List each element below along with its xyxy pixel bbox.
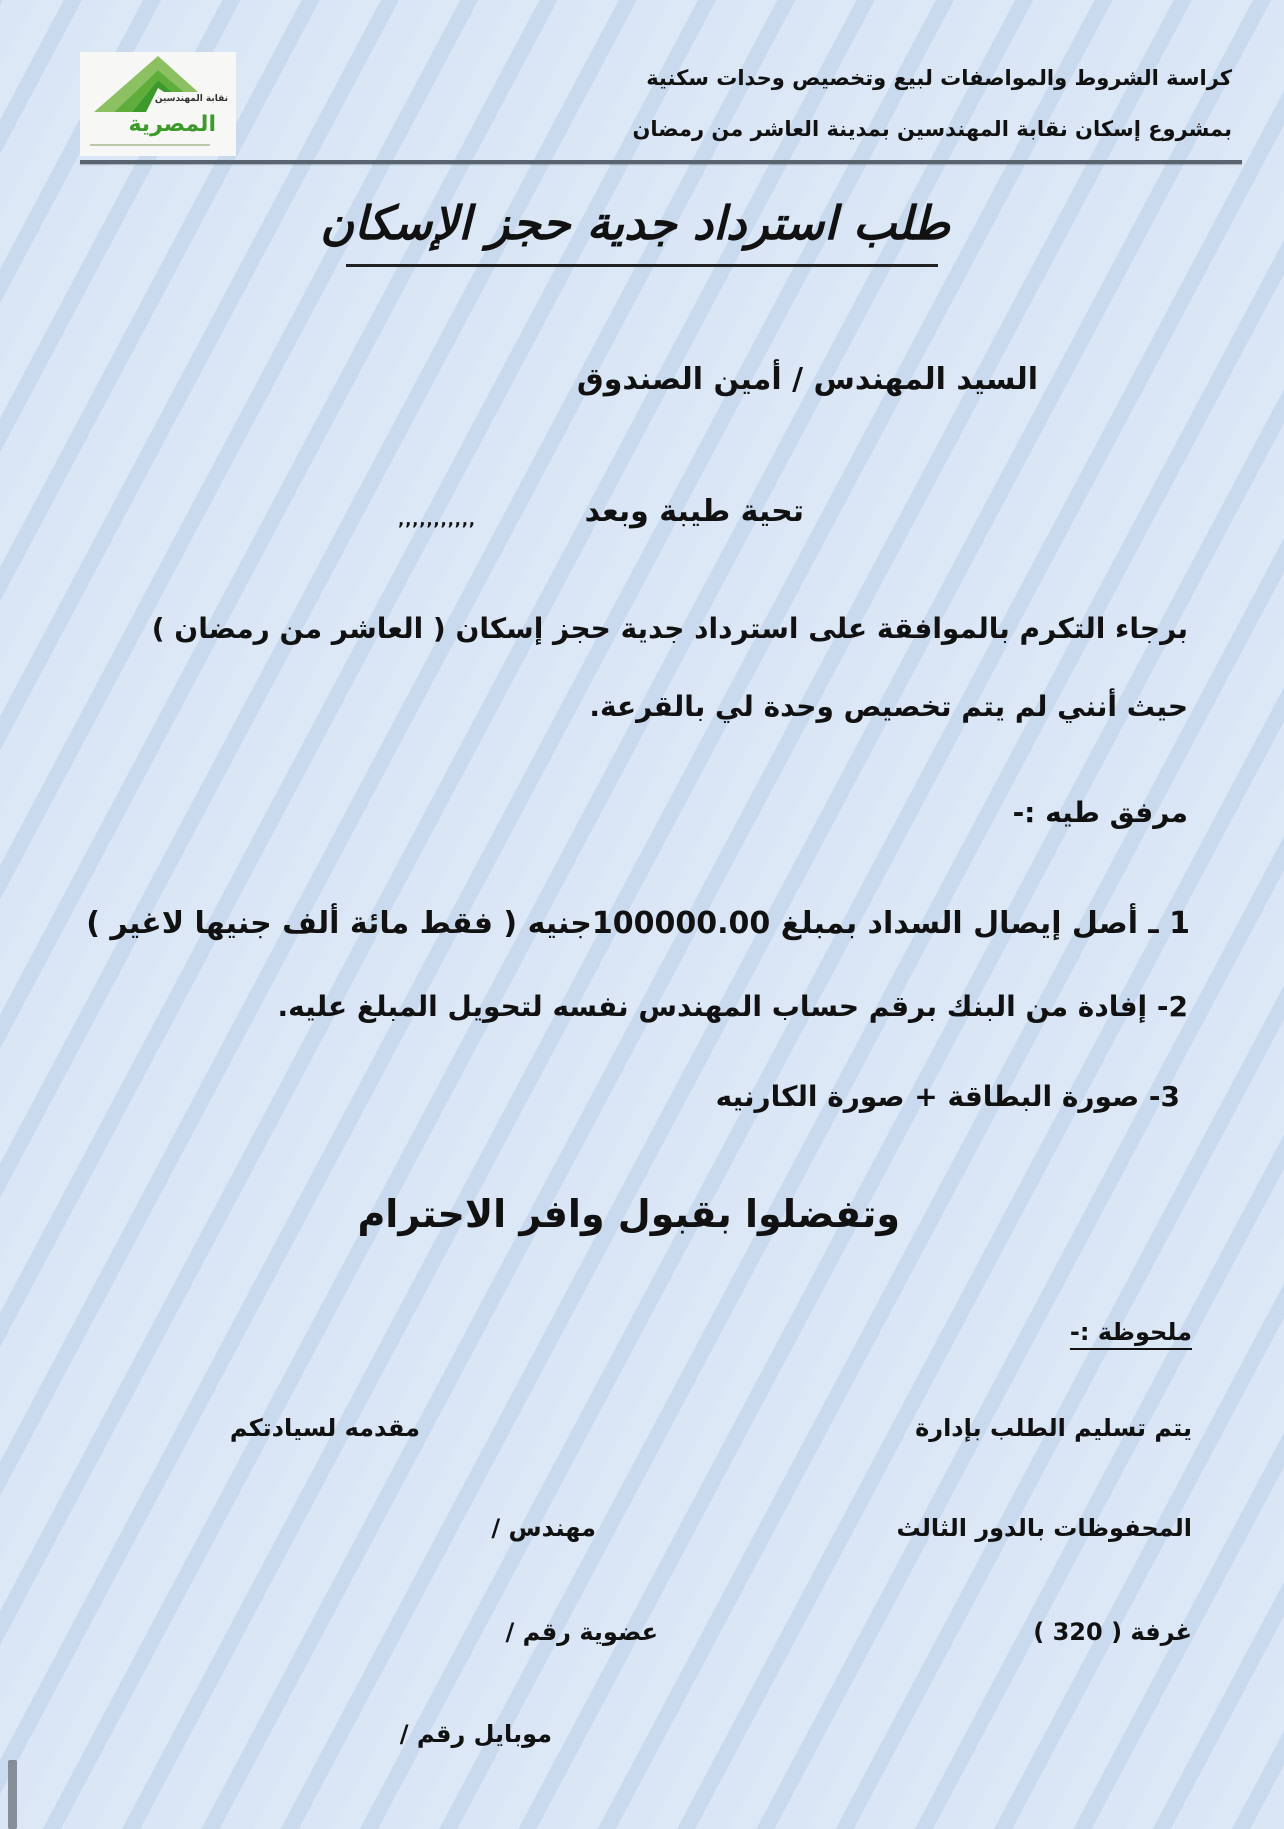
mobile-number-field: موبايل رقم / (399, 1720, 552, 1748)
scrollbar[interactable] (8, 1760, 17, 1829)
note-line-2: المحفوظات بالدور الثالث (896, 1514, 1192, 1542)
title-underline (346, 264, 938, 267)
logo-name: المصرية (128, 112, 216, 137)
header-line-1: كراسة الشروط والمواصفات لبيع وتخصيص وحدات سكنية (646, 66, 1232, 90)
note-line-3-room: غرفة ( 320 ) (1033, 1618, 1192, 1646)
request-paragraph-line-1: برجاء التكرم بالموافقة على استرداد جدية حجز إسكان ( العاشر من رمضان ) (151, 612, 1188, 645)
attachments-label: مرفق طيه :- (1012, 796, 1188, 829)
engineer-name-field: مهندس / (491, 1514, 596, 1542)
membership-number-field: عضوية رقم / (505, 1618, 658, 1646)
logo-subtitle: نقابة المهندسين (154, 94, 228, 104)
syndicate-logo (80, 52, 236, 156)
note-line-1: يتم تسليم الطلب بإدارة (915, 1414, 1192, 1442)
addressee: السيد المهندس / أمين الصندوق (576, 362, 1038, 397)
note-label: ملحوظة :- (1069, 1318, 1192, 1346)
closing-salutation: وتفضلوا بقبول وافر الاحترام (357, 1192, 900, 1236)
header-divider (80, 160, 1242, 164)
attachment-item-2: 2- إفادة من البنك برقم حساب المهندس نفسه لتحويل المبلغ عليه. (277, 990, 1188, 1023)
attachment-item-3: 3- صورة البطاقة + صورة الكارنيه (715, 1080, 1180, 1113)
attachment-item-1: 1 ـ أصل إيصال السداد بمبلغ 100000.00جنيه ( فقط مائة ألف جنيها لاغير ) (86, 906, 1190, 941)
header-line-2: بمشروع إسكان نقابة المهندسين بمدينة العاشر من رمضان (632, 117, 1232, 141)
submitted-by-label: مقدمه لسيادتكم (229, 1414, 420, 1442)
greeting-dots: ,,,,,,,,,,, (398, 510, 476, 529)
request-paragraph-line-2: حيث أنني لم يتم تخصيص وحدة لي بالقرعة. (589, 690, 1188, 723)
document-title: طلب استرداد جدية حجز الإسكان (320, 196, 950, 250)
greeting: تحية طيبة وبعد (584, 494, 804, 529)
pyramid-logo-icon (80, 52, 236, 156)
